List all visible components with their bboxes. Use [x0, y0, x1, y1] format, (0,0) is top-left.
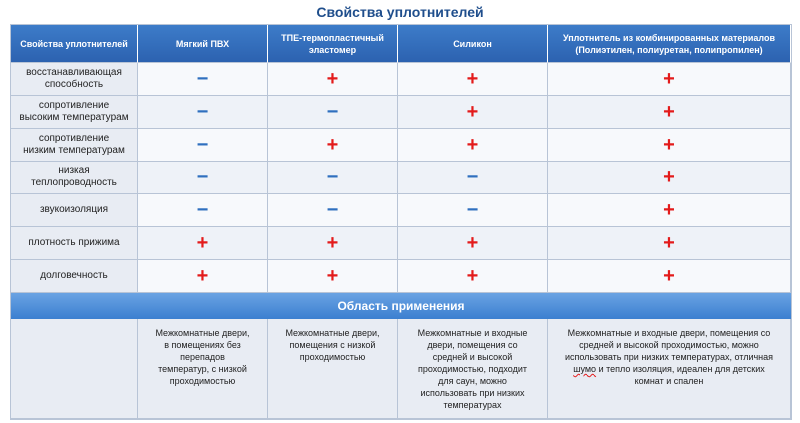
mark-cell: [548, 260, 791, 293]
mark-cell: [398, 194, 548, 227]
row-label: [11, 194, 138, 227]
row-label: [11, 260, 138, 293]
mark-cell: [398, 162, 548, 195]
mark-cell: [268, 96, 398, 129]
mark-cell: [548, 162, 791, 195]
mark-cell: [398, 96, 548, 129]
row-label: [11, 162, 138, 195]
row-label-line2: высоким температурам: [19, 111, 129, 123]
mark-cell: [548, 96, 791, 129]
mark-cell: [268, 194, 398, 227]
header-silicone: Силикон: [398, 25, 548, 63]
plus-icon: +: [663, 100, 675, 123]
minus-icon: −: [196, 166, 209, 189]
minus-icon: −: [196, 199, 209, 222]
row-label-line1: сопротивление: [38, 132, 110, 144]
usage-combined-text-1: Межкомнатные и входные двери, помещения со средней и высокой проходимостью, можно использовать при низких температурах, отличная: [564, 328, 774, 362]
usage-pvc: Межкомнатные двери, в помещениях без перепадов температур, с низкой проходимостью: [138, 319, 268, 419]
plus-icon: +: [663, 199, 675, 222]
plus-icon: +: [663, 166, 675, 189]
row-label-line1: плотность прижима: [28, 237, 120, 249]
minus-icon: −: [326, 166, 339, 189]
mark-cell: [138, 63, 268, 96]
minus-icon: −: [196, 67, 209, 90]
header-pvc: Мягкий ПВХ: [138, 25, 268, 63]
usage-empty-cell: [11, 319, 138, 419]
mark-cell: [548, 194, 791, 227]
minus-icon: −: [466, 166, 479, 189]
mark-cell: [548, 63, 791, 96]
plus-icon: +: [663, 67, 675, 90]
plus-icon: +: [466, 265, 479, 288]
plus-icon: +: [466, 232, 479, 255]
section-title: Область применения: [11, 293, 791, 320]
mark-cell: [398, 227, 548, 260]
plus-icon: +: [196, 265, 209, 288]
row-label: [11, 63, 138, 96]
usage-combined-spellcheck-word: шумо: [573, 364, 597, 374]
row-label: [11, 96, 138, 129]
row-label-line2: низким температурам: [23, 144, 125, 156]
mark-cell: [268, 227, 398, 260]
mark-cell: [138, 129, 268, 162]
plus-icon: +: [196, 232, 209, 255]
row-label-line1: восстанавливающая: [26, 66, 122, 78]
plus-icon: +: [663, 232, 675, 255]
mark-cell: [268, 260, 398, 293]
minus-icon: −: [326, 100, 339, 123]
mark-cell: [138, 227, 268, 260]
mark-cell: [268, 63, 398, 96]
plus-icon: +: [326, 265, 339, 288]
plus-icon: +: [466, 100, 479, 123]
row-label: [11, 129, 138, 162]
usage-tpe: Межкомнатные двери, помещения с низкой проходимостью: [268, 319, 398, 419]
plus-icon: +: [326, 67, 339, 90]
mark-cell: [398, 63, 548, 96]
usage-combined: [548, 319, 791, 419]
plus-icon: +: [466, 67, 479, 90]
page-title: Свойства уплотнителей: [316, 4, 484, 20]
row-label-line1: долговечность: [40, 270, 108, 282]
row-label-line1: звукоизоляция: [39, 204, 109, 216]
mark-cell: [548, 227, 791, 260]
minus-icon: −: [196, 133, 209, 156]
mark-cell: [138, 194, 268, 227]
row-label-line2: способность: [44, 78, 104, 90]
plus-icon: +: [663, 133, 675, 156]
plus-icon: +: [466, 133, 479, 156]
usage-silicone: Межкомнатные и входные двери, помещения со средней и высокой проходимостью, подходит для саун, можно использовать при низких температурах: [398, 319, 548, 419]
row-label-line2: теплопроводность: [31, 177, 117, 189]
mark-cell: [268, 129, 398, 162]
minus-icon: −: [196, 100, 209, 123]
header-combined-line2: (Полиэтилен, полиуретан, полипропилен): [575, 44, 763, 55]
mark-cell: [138, 96, 268, 129]
properties-table: [10, 24, 792, 420]
header-combined-line1: Уплотнитель из комбинированных материалов: [562, 32, 776, 43]
minus-icon: −: [326, 199, 339, 222]
plus-icon: +: [326, 133, 339, 156]
row-label-line1: низкая: [58, 165, 90, 177]
mark-cell: [548, 129, 791, 162]
minus-icon: −: [466, 199, 479, 222]
plus-icon: +: [663, 265, 675, 288]
row-label-line1: сопротивление: [38, 99, 110, 111]
plus-icon: +: [326, 232, 339, 255]
mark-cell: [398, 260, 548, 293]
row-label: [11, 227, 138, 260]
mark-cell: [138, 162, 268, 195]
header-tpe: ТПЕ-термопластичный эластомер: [268, 25, 398, 63]
mark-cell: [398, 129, 548, 162]
mark-cell: [138, 260, 268, 293]
usage-combined-text-2: и тепло изоляция, идеален для детских комнат и спален: [596, 364, 765, 386]
header-combined: [548, 25, 791, 63]
mark-cell: [268, 162, 398, 195]
header-properties: Свойства уплотнителей: [11, 25, 138, 63]
